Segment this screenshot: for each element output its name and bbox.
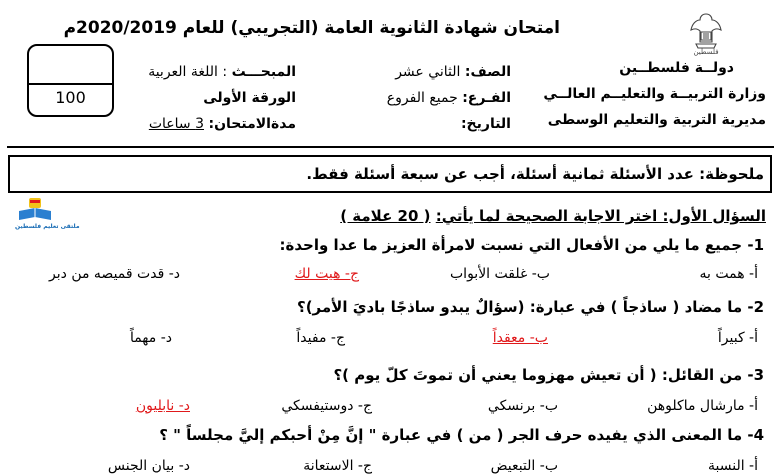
question-2: 2- ما مضاد ( ساذجاً ) في عبارة: (سؤالٌ يبدو ساذجًا باديَ الأمر)؟ [297,298,764,316]
q4-option-c: ج- الاستعانة [303,458,372,474]
q4-option-b: ب- التبعيض [490,458,558,474]
paper-label: الورقة الأولى [203,90,296,106]
subject-field [148,64,296,80]
paper-field [203,90,296,106]
q4-option-a: أ- النسبة [708,458,758,474]
score-divider [29,83,112,85]
section-title: السؤال الأول: اختر الاجابة الصحيحة لما يأتي: [435,207,766,225]
section-heading [340,207,766,225]
duration-field [149,116,296,132]
branch-label: الفـرع: [462,90,511,106]
question-1: 1- جميع ما يلي من الأفعال التي نسبت لامرأة العزيز ما عدا واحدة: [279,236,764,254]
grade-value: الثاني عشر [395,64,461,80]
exam-title: امتحان شهادة الثانوية العامة (التجريبي) للعام 2020/2019م [63,18,560,38]
q3-option-a: أ- مارشال ماكلوهن [647,398,758,414]
crest-caption: فلسطين [693,48,719,56]
question-3: 3- من القائل: ( أن تعيش مهزوما يعني أن تموتَ كلّ يوم )؟ [333,366,764,384]
state-name: دولــة فلسطــين [619,60,734,76]
q2-option-c: ج- مفيداً [296,330,345,346]
q1-option-d: د- قدت قميصه من دبر [49,266,180,282]
site-badge [13,197,80,233]
exam-note: ملحوظة: عدد الأسئلة ثمانية أسئلة، أجب عن سبعة أسئلة فقط. [8,155,772,193]
date-field [461,116,511,132]
q3-option-c: ج- دوستيفسكي [281,398,372,414]
score-box [27,44,114,117]
branch-field [387,90,511,106]
header-rule [7,146,774,148]
q1-option-c: ج- هيت لك [294,266,359,282]
book-icon [13,197,57,223]
q3-option-d: د- نابليون [135,398,190,414]
q1-option-a: أ- همت به [699,266,758,282]
badge-label: ملتقى تعليم فلسطين [15,223,80,230]
duration-label: مدةالامتحان: [208,116,296,132]
q1-option-b: ب- غلقت الأبواب [450,266,550,282]
branch-value: جميع الفروع [386,90,458,106]
total-score: 100 [55,88,86,107]
subject-value: : اللغة العربية [148,64,228,80]
date-label: التاريخ: [460,116,511,132]
question-4: 4- ما المعنى الذي يفيده حرف الجر ( من ) في عبارة " إنَّ مِنْ أحبكم إليَّ مجلساً " ؟ [159,426,764,444]
ministry-name: وزارة التربيــة والتعليــم العالــي [543,86,766,102]
grade-field [395,64,511,80]
subject-label: المبحـــث [231,64,296,80]
q3-option-b: ب- برنسكي [487,398,558,414]
palestine-emblem-icon [682,8,730,58]
q2-option-a: أ- كبيراً [717,330,758,346]
grade-label: الصف: [464,64,511,80]
q4-option-d: د- بيان الجنس [107,458,190,474]
section-marks: ( 20 علامة ) [340,207,431,225]
duration-value: 3 ساعات [148,116,205,132]
directorate-name: مديرية التربية والتعليم الوسطى [547,112,766,128]
q2-option-b: ب- معقداً [492,330,548,346]
q2-option-d: د- مهماً [129,330,172,346]
